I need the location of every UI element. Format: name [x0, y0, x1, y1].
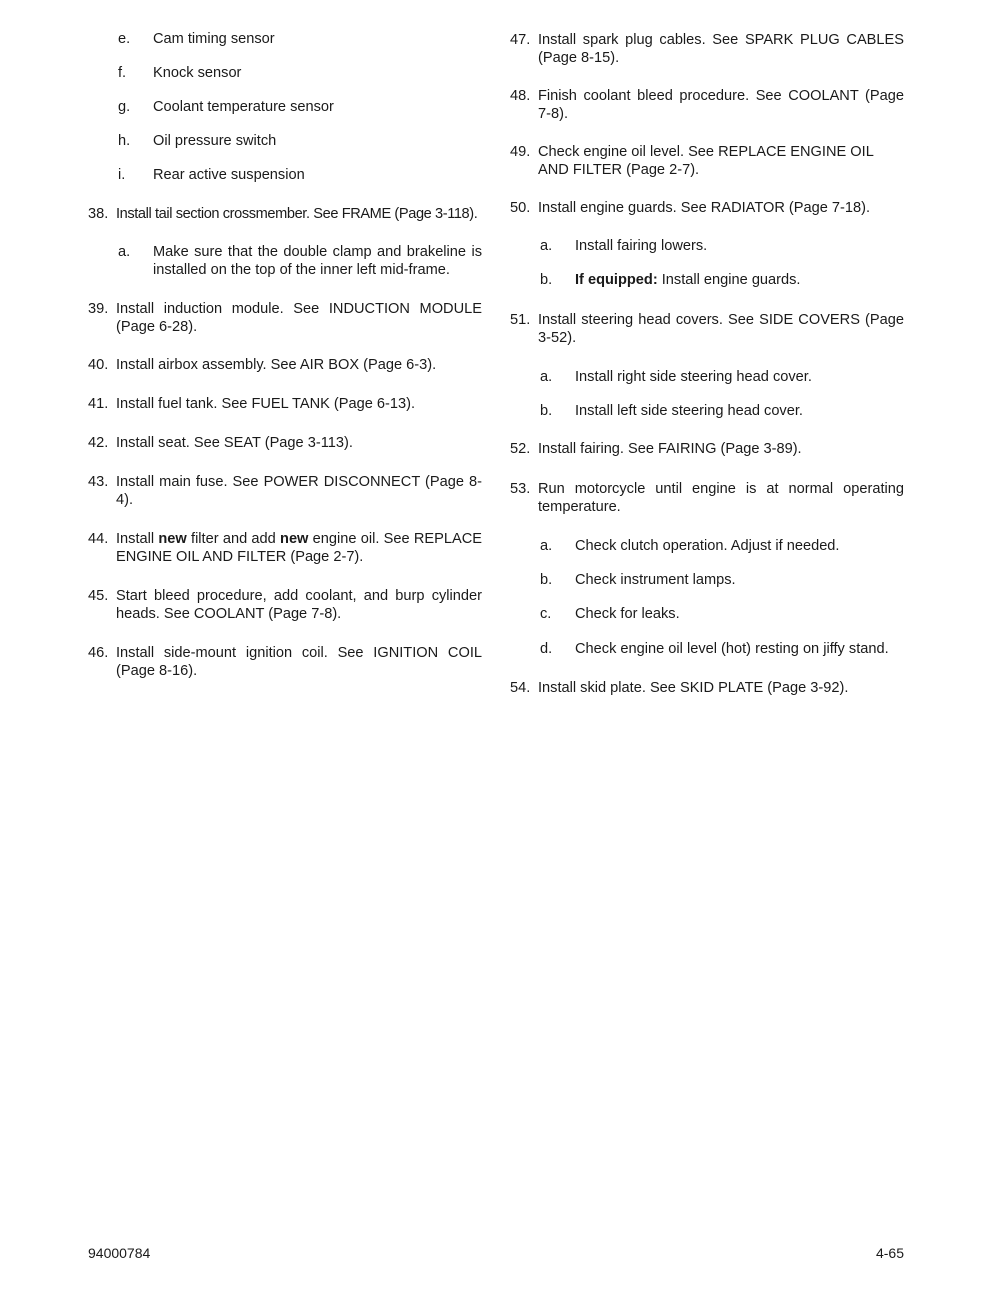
item-text: Oil pressure switch	[153, 133, 277, 149]
bold-new: new	[280, 531, 309, 547]
item-text: Check for leaks.	[575, 606, 680, 622]
step-text: Install engine guards. See RADIATOR (Page 7-18).	[538, 200, 871, 216]
step-number: 45.	[88, 588, 109, 604]
item-text: Install left side steering head cover.	[575, 403, 803, 419]
item-text: Install right side steering head cover.	[575, 369, 812, 385]
step-50-a	[510, 237, 904, 255]
step-number: 46.	[88, 645, 109, 661]
step-44	[88, 530, 482, 566]
step-38	[88, 205, 482, 223]
item-letter: h.	[118, 133, 131, 149]
step-39	[88, 300, 482, 336]
step-53-a	[510, 537, 904, 555]
step-53-b	[510, 571, 904, 589]
item-text: Check engine oil level (hot) resting on jiffy stand.	[575, 641, 889, 657]
item-letter: b.	[540, 572, 553, 588]
item-letter: e.	[118, 31, 131, 47]
step-54	[510, 679, 904, 697]
step-text: Install seat. See SEAT (Page 3-113).	[116, 435, 353, 451]
step-text: Install fuel tank. See FUEL TANK (Page 6-13).	[116, 396, 416, 412]
step-53-d	[510, 640, 904, 658]
step-text: Install steering head covers. See SIDE COVERS (Page 3-52).	[538, 312, 904, 346]
step-number: 42.	[88, 435, 109, 451]
step-text: Install main fuse. See POWER DISCONNECT (Page 8-4).	[116, 474, 482, 508]
item-letter: b.	[540, 403, 553, 419]
step-50	[510, 199, 904, 217]
step-51-a	[510, 368, 904, 386]
step-number: 54.	[510, 680, 531, 696]
step-text: Start bleed procedure, add coolant, and burp cylinder heads. See COOLANT (Page 7-8).	[116, 588, 482, 622]
list-item	[88, 166, 482, 184]
list-item	[88, 64, 482, 82]
step-text: Install side-mount ignition coil. See IGNITION COIL (Page 8-16).	[116, 645, 482, 679]
item-text: Install fairing lowers.	[575, 238, 708, 254]
text-run: Install engine guards.	[657, 272, 801, 288]
bold-new: new	[158, 531, 187, 547]
item-letter: d.	[540, 641, 553, 657]
item-letter: c.	[540, 606, 552, 622]
item-text: Check instrument lamps.	[575, 572, 736, 588]
step-text: Install spark plug cables. See SPARK PLUG CABLES (Page 8-15).	[538, 32, 904, 66]
item-text: Cam timing sensor	[153, 31, 275, 47]
step-text: Install airbox assembly. See AIR BOX (Page 6-3).	[116, 357, 437, 373]
step-text: Install tail section crossmember. See FRAME (Page 3-118).	[116, 206, 478, 222]
item-letter: g.	[118, 99, 131, 115]
list-item	[88, 30, 482, 48]
step-number: 41.	[88, 396, 109, 412]
step-52	[510, 440, 904, 458]
step-number: 50.	[510, 200, 531, 216]
step-number: 39.	[88, 301, 109, 317]
item-text: Make sure that the double clamp and brakeline is installed on the top of the inner left mid-frame.	[153, 244, 482, 278]
step-48	[510, 87, 904, 123]
step-number: 38.	[88, 206, 109, 222]
step-number: 53.	[510, 481, 531, 497]
step-number: 47.	[510, 32, 531, 48]
step-40	[88, 356, 482, 374]
item-text	[575, 271, 904, 289]
item-text: Check clutch operation. Adjust if needed.	[575, 538, 840, 554]
step-number: 52.	[510, 441, 531, 457]
step-42	[88, 434, 482, 452]
item-text: Rear active suspension	[153, 167, 305, 183]
item-letter: a.	[540, 538, 553, 554]
item-letter: f.	[118, 65, 127, 81]
step-47	[510, 31, 904, 67]
list-item	[88, 132, 482, 150]
item-letter: a.	[540, 238, 553, 254]
step-text: Check engine oil level. See REPLACE ENGINE OIL AND FILTER (Page 2-7).	[538, 144, 874, 178]
text-run: filter and add	[186, 531, 281, 547]
step-45	[88, 587, 482, 623]
step-51-b	[510, 402, 904, 420]
step-50-b	[510, 271, 904, 289]
step-53-c	[510, 605, 904, 623]
step-text: Install fairing. See FAIRING (Page 3-89).	[538, 441, 802, 457]
step-number: 48.	[510, 88, 531, 104]
step-53	[510, 480, 904, 516]
step-49	[510, 143, 904, 179]
step-41	[88, 395, 482, 413]
list-item	[88, 98, 482, 116]
step-text	[116, 530, 482, 566]
step-number: 51.	[510, 312, 531, 328]
step-text: Run motorcycle until engine is at normal operating temperature.	[538, 481, 904, 515]
item-letter: i.	[118, 167, 126, 183]
step-51	[510, 311, 904, 347]
step-number: 44.	[88, 531, 109, 547]
item-text: Knock sensor	[153, 65, 242, 81]
item-letter: a.	[118, 244, 131, 260]
step-text: Install skid plate. See SKID PLATE (Page 3-92).	[538, 680, 849, 696]
step-text: Finish coolant bleed procedure. See COOLANT (Page 7-8).	[538, 88, 904, 122]
item-text: Coolant temperature sensor	[153, 99, 334, 115]
step-46	[88, 644, 482, 680]
step-38-a	[88, 243, 482, 279]
step-number: 43.	[88, 474, 109, 490]
item-letter: b.	[540, 272, 553, 288]
step-43	[88, 473, 482, 509]
document-number: 94000784	[88, 1245, 151, 1261]
step-number: 49.	[510, 144, 531, 160]
step-number: 40.	[88, 357, 109, 373]
item-letter: a.	[540, 369, 553, 385]
step-text: Install induction module. See INDUCTION MODULE (Page 6-28).	[116, 301, 482, 335]
text-run: Install	[116, 531, 159, 547]
bold-if-equipped: If equipped:	[575, 272, 658, 288]
page-number: 4-65	[875, 1245, 904, 1261]
text-run: engine oil. See REPLACE ENGINE OIL AND FILTER (Page 2-7).	[116, 531, 482, 565]
